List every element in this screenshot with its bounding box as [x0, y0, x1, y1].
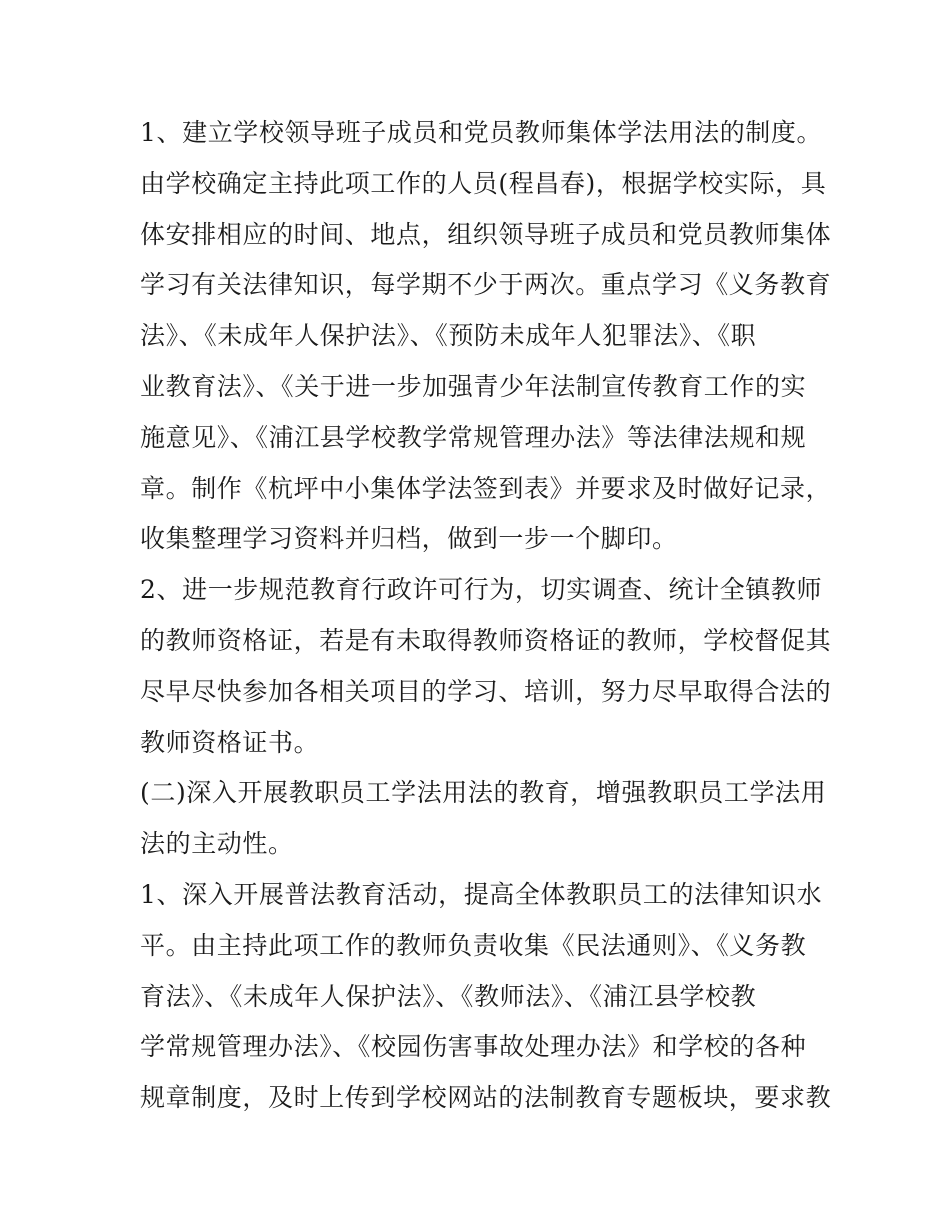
body-text [140, 108, 832, 1124]
text-line: 体安排相应的时间、地点，组织领导班子成员和党员教师集体 [140, 219, 832, 249]
text-line: 学常规管理办法》、《校园伤害事故处理办法》和学校的各种 [140, 1032, 807, 1062]
text-line: (二)深入开展教职员工学法用法的教育，增强教职员工学法用 [140, 778, 827, 808]
text-line: 法》、《未成年人保护法》、《预防未成年人犯罪法》、《职 [140, 321, 757, 351]
text-line: 收集整理学习资料并归档，做到一步一个脚印。 [140, 524, 678, 554]
text-line: 教师资格证书。 [140, 727, 320, 757]
text-line: 学习有关法律知识，每学期不少于两次。重点学习《义务教育 [140, 270, 832, 300]
text-line: 施意见》、《浦江县学校教学常规管理办法》等法律法规和规 [140, 422, 807, 452]
text-line: 的教师资格证，若是有未取得教师资格证的教师，学校督促其 [140, 625, 832, 655]
text-line: 章。制作《杭坪中小集体学法签到表》并要求及时做好记录， [140, 473, 832, 503]
text-line: 1、深入开展普法教育活动，提高全体教职员工的法律知识水 [140, 879, 823, 909]
text-line: 由学校确定主持此项工作的人员(程昌春)，根据学校实际，具 [140, 168, 827, 198]
text-line: 平。由主持此项工作的教师负责收集《民法通则》、《义务教 [140, 930, 807, 960]
text-line: 1、建立学校领导班子成员和党员教师集体学法用法的制度。 [140, 118, 823, 147]
text-line: 尽早尽快参加各相关项目的学习、培训，努力尽早取得合法的 [140, 676, 832, 706]
text-line: 2、进一步规范教育行政许可行为，切实调查、统计全镇教师 [140, 575, 823, 605]
text-line: 规章制度，及时上传到学校网站的法制教育专题板块，要求教 [140, 1083, 832, 1113]
text-line: 业教育法》、《关于进一步加强青少年法制宣传教育工作的实 [140, 371, 807, 401]
text-line: 法的主动性。 [140, 829, 294, 859]
text-line: 育法》、《未成年人保护法》、《教师法》、《浦江县学校教 [140, 981, 757, 1011]
